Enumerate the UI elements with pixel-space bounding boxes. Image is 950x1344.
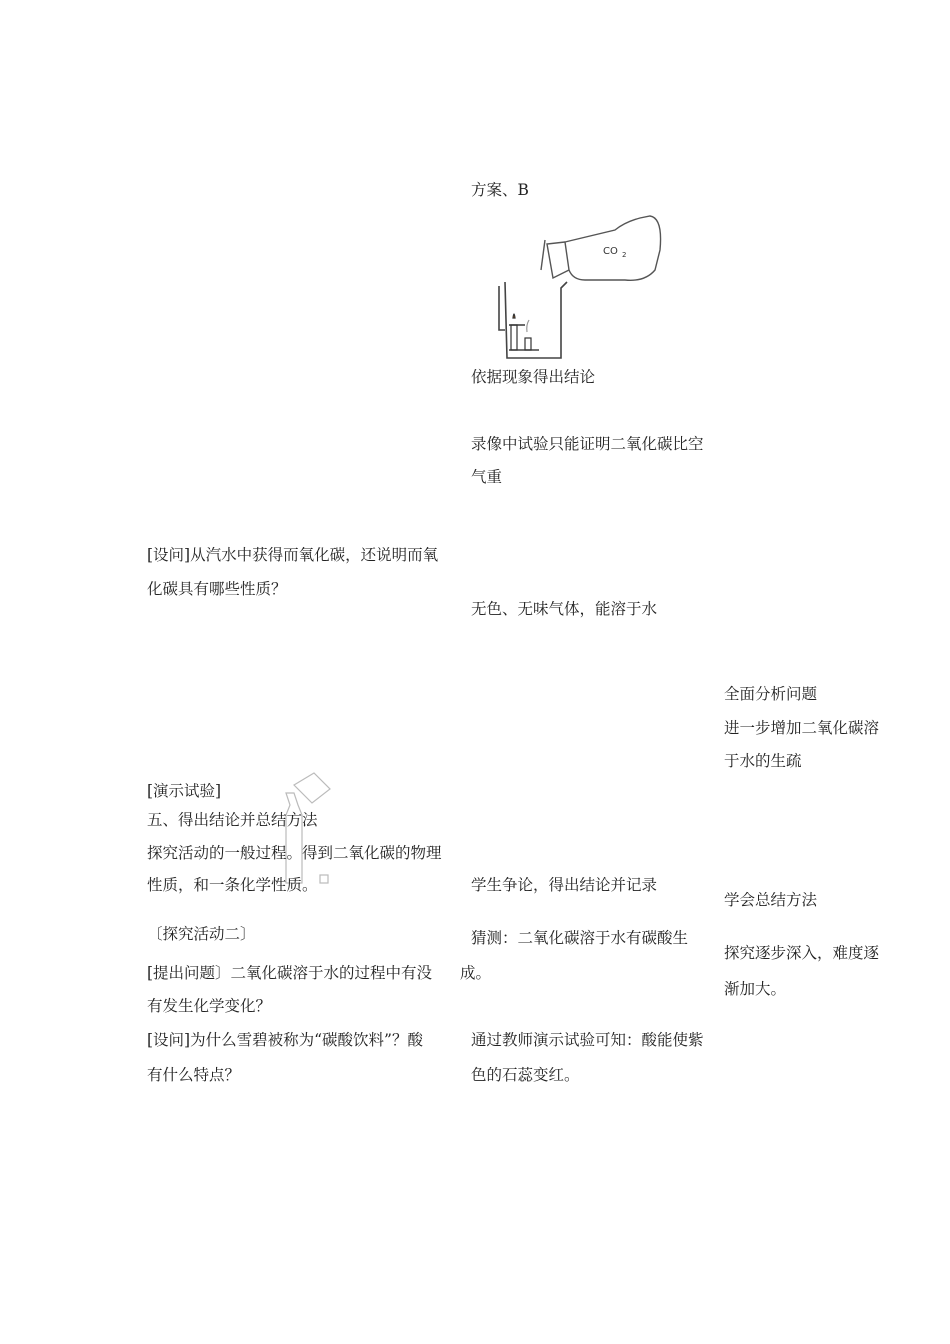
- activity2-heading: 〔探究活动二〕: [147, 925, 256, 943]
- demo-experiment-label: [演示试验]: [147, 782, 222, 800]
- question1-line1: [设问]从汽水中获得而氧化碳，还说明而氧: [147, 546, 439, 564]
- analyze-note: 全面分析问题: [724, 685, 818, 703]
- co2-label: CO: [603, 246, 618, 257]
- guess-line: 猜测：二氧化碳溶于水有碳酸生: [471, 929, 689, 947]
- further-note-line2: 于水的生疏: [724, 752, 802, 770]
- summarize-note: 学会总结方法: [724, 891, 818, 909]
- further-note-line1: 进一步增加二氧化碳溶: [724, 719, 880, 737]
- raise-question-line1: [提出问题〕二氧化碳溶于水的过程中有没: [147, 964, 433, 982]
- question2-line1: [设问]为什么雪碧被称为“碳酸饮料”？酸: [147, 1031, 423, 1049]
- co2-beaker-illustration: [495, 210, 685, 360]
- teacher-demo-line2: 色的石蕊变红。: [471, 1066, 580, 1084]
- co2-subscript: 2: [622, 251, 627, 259]
- deepen-note-line2: 渐加大。: [724, 980, 787, 998]
- question1-line2: 化碳具有哪些性质？: [147, 580, 287, 598]
- explore-line2: 性质，和一条化学性质。: [147, 876, 318, 894]
- co2-properties: 无色、无味气体，能溶于水: [471, 600, 658, 618]
- beaker-icon: [499, 282, 567, 358]
- video-note-line1: 录像中试验只能证明二氧化碳比空: [471, 435, 704, 453]
- section5-heading: 五、得出结论并总结方法: [147, 811, 318, 829]
- students-debate: 学生争论，得出结论并记录: [471, 876, 658, 894]
- raise-question-line2: 有发生化学变化？: [147, 997, 272, 1015]
- deepen-note-line1: 探究逐步深入，难度逐: [724, 944, 880, 962]
- teacher-demo-line1: 通过教师演示试验可知：酸能使紫: [471, 1031, 704, 1049]
- video-note-line2: 气重: [471, 468, 503, 486]
- explore-line1: 探究活动的一般过程。得到二氧化碳的物理: [147, 844, 442, 862]
- candles-icon: [511, 314, 531, 350]
- plan-b-label: 方案、B: [471, 181, 529, 199]
- conclusion-by-phenomenon: 依据现象得出结论: [471, 368, 596, 386]
- question2-line2: 有什么特点？: [147, 1066, 241, 1084]
- guess-continuation: 成。: [460, 964, 492, 982]
- co2-bottle-icon: [541, 216, 661, 280]
